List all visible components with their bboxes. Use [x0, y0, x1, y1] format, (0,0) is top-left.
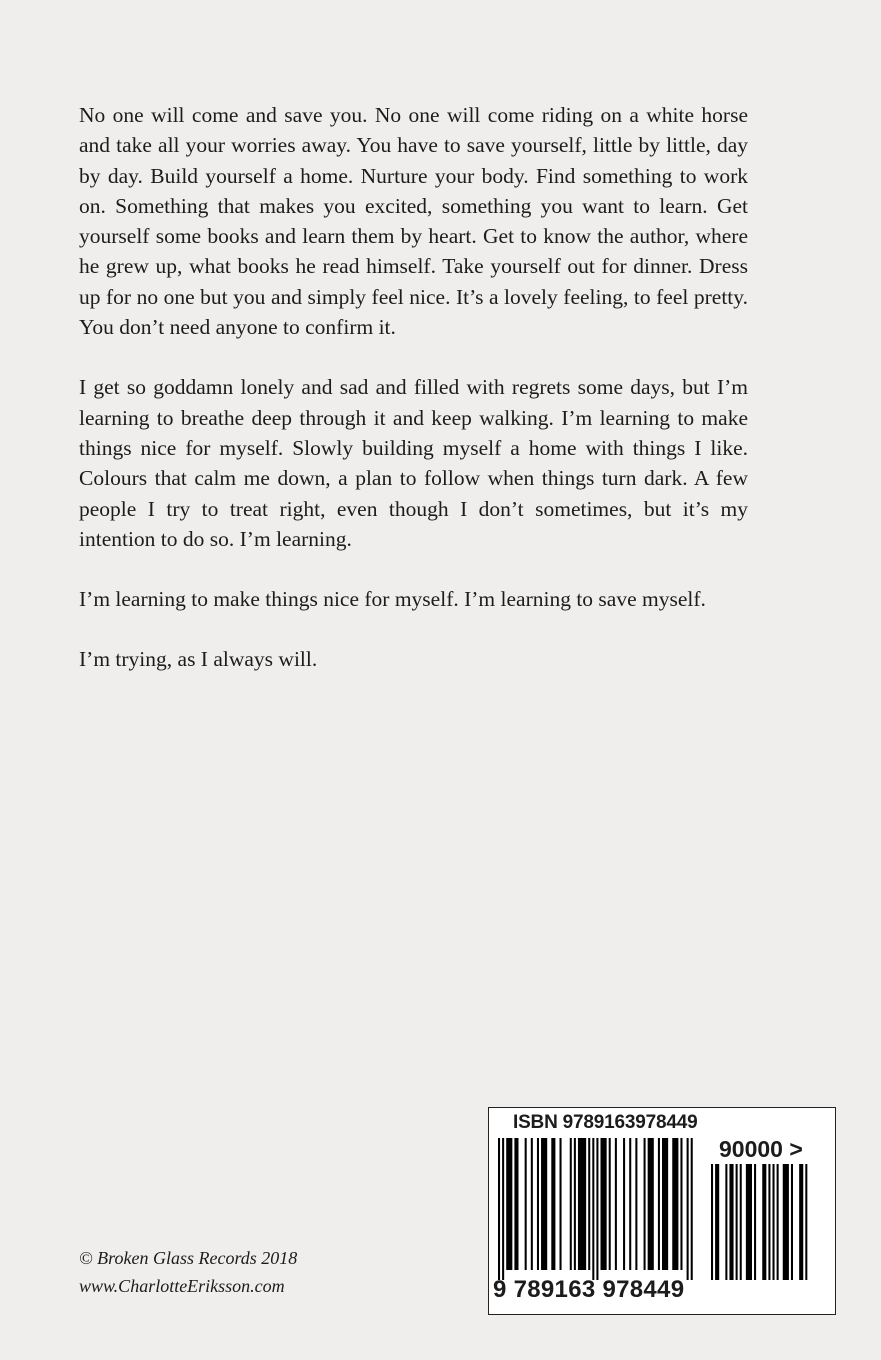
barcode-bar [514, 1138, 518, 1270]
barcode-bar [551, 1138, 555, 1270]
barcode-bar [791, 1164, 793, 1280]
website-line: www.CharlotteEriksson.com [79, 1276, 285, 1296]
barcode-bar [531, 1138, 533, 1270]
isbn-label: ISBN 9789163978449 [513, 1112, 698, 1133]
barcode-bar [680, 1138, 682, 1270]
barcode-bar [574, 1138, 576, 1270]
barcode-bar [773, 1164, 775, 1280]
barcode-bar [687, 1138, 689, 1280]
barcode-bar [725, 1164, 727, 1280]
barcode-bar [658, 1138, 660, 1270]
barcode-bar [537, 1138, 539, 1270]
barcode-bar [644, 1138, 646, 1270]
barcode-bar [623, 1138, 625, 1270]
barcode-bar [777, 1164, 779, 1280]
barcode-bar [615, 1138, 617, 1270]
barcode-bar [578, 1138, 586, 1270]
paragraph-4: I’m trying, as I always will. [79, 647, 318, 672]
barcode-bar [762, 1164, 766, 1280]
barcode-bar [768, 1164, 770, 1280]
barcode-bar [525, 1138, 527, 1270]
back-cover-text [79, 100, 748, 705]
barcode-bar [506, 1138, 512, 1270]
barcode-bar [783, 1164, 789, 1280]
paragraph-2: I get so goddamn lonely and sad and filled with regrets some days, but I’m learning to breathe deep through it and keep walking. I’m learning to make things nice for myself. Slowly building myself a home with things I like. Colours that calm me down, a plan to follow when things turn dark. A few people I try to treat right, even though I don’t sometimes, but it’s my intention to do so. I’m learning. [79, 375, 748, 551]
addon-bars [711, 1164, 811, 1280]
barcode-bar [746, 1164, 752, 1280]
barcode-bar [672, 1138, 678, 1270]
isbn-barcode [488, 1107, 836, 1315]
barcode-bar [502, 1138, 504, 1280]
barcode-bar [740, 1164, 742, 1280]
barcode-bar [736, 1164, 738, 1280]
barcode-bar [560, 1138, 562, 1270]
paragraph-3: I’m learning to make things nice for myself. I’m learning to save myself. [79, 587, 706, 612]
barcode-bar [715, 1164, 719, 1280]
barcode-bar [805, 1164, 807, 1280]
barcode-bar [648, 1138, 654, 1270]
barcode-bar [691, 1138, 693, 1280]
barcode-digits: 9 789163 978449 [493, 1276, 685, 1303]
barcode-bar [711, 1164, 713, 1280]
barcode-bar [609, 1138, 611, 1270]
barcode-bar [601, 1138, 607, 1270]
barcode-bar [541, 1138, 547, 1270]
barcode-bar [592, 1138, 594, 1280]
barcode-bar [754, 1164, 756, 1280]
ean13-bars [498, 1138, 698, 1280]
barcode-bar [799, 1164, 803, 1280]
barcode-bar [498, 1138, 500, 1280]
barcode-bar [588, 1138, 590, 1270]
price-code: 90000 > [719, 1136, 803, 1162]
barcode-bar [570, 1138, 572, 1270]
paragraph-1: No one will come and save you. No one will come riding on a white horse and take all your worries away. You have to save yourself, little by little, day by day. Build yourself a home. Nurture your body. Find something to work on. Something that makes you excited, something you want to learn. Get yourself some books and learn them by heart. Get to know the author, where he grew up, what books he read himself. Take yourself out for dinner. Dress up for no one but you and simply feel nice. It’s a lovely feeling, to feel pretty. You don’t need anyone to confirm it. [79, 103, 748, 340]
barcode-bar [729, 1164, 733, 1280]
barcode-bar [629, 1138, 631, 1270]
barcode-bar [635, 1138, 637, 1270]
barcode-bar [662, 1138, 668, 1270]
copyright-block [79, 1244, 297, 1300]
barcode-bar [596, 1138, 598, 1280]
copyright-line: © Broken Glass Records 2018 [79, 1248, 298, 1268]
